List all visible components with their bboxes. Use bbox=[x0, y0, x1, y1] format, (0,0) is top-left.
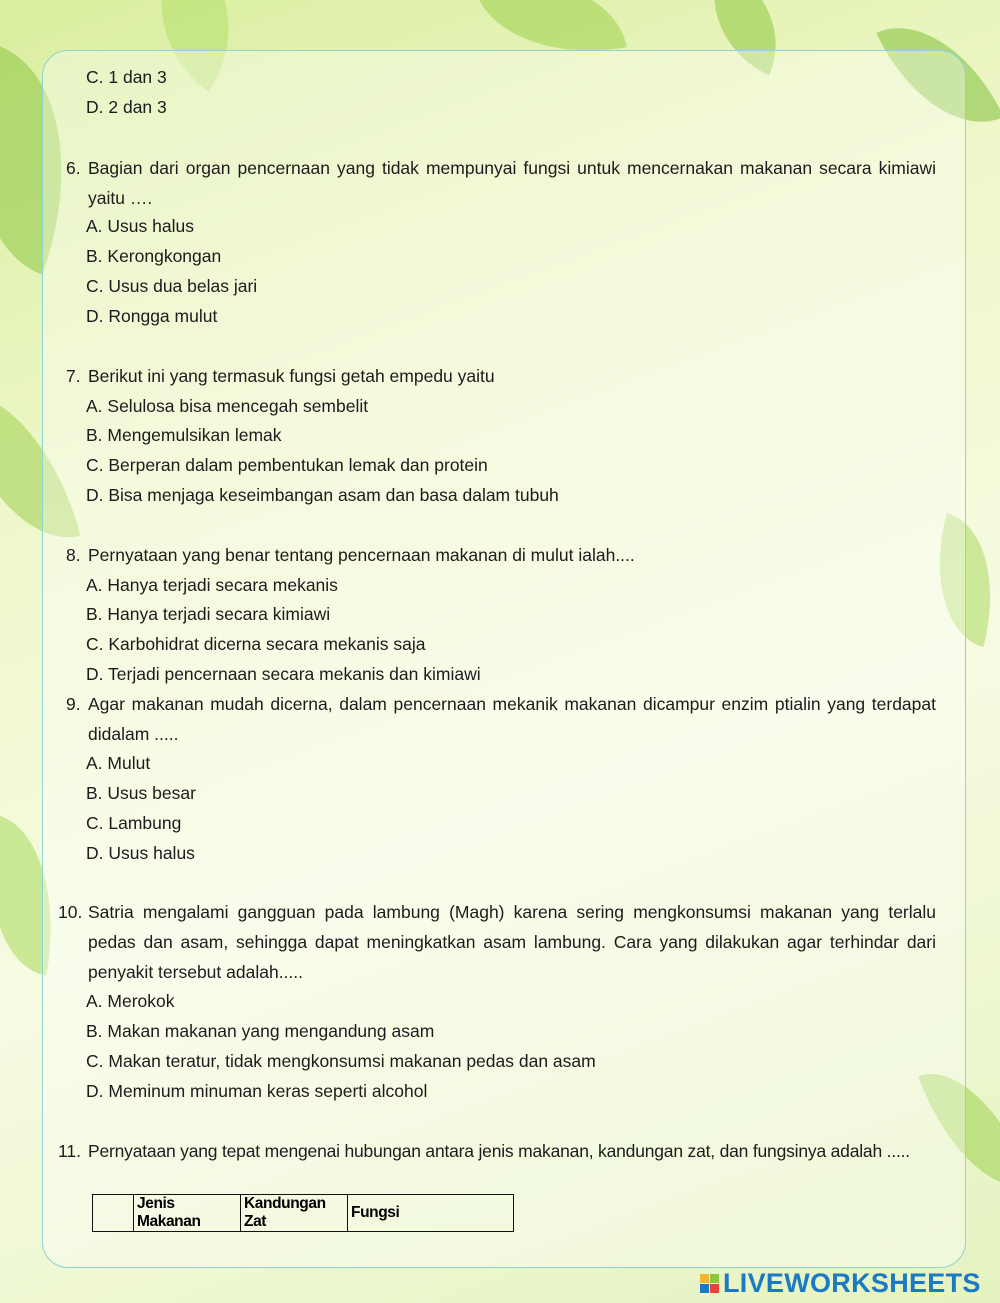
q8-number: 8. bbox=[66, 545, 81, 565]
table-header-row bbox=[93, 1195, 514, 1232]
q8-option-c: C. Karbohidrat dicerna secara mekanis saja bbox=[86, 634, 426, 654]
q6-option-d: D. Rongga mulut bbox=[86, 306, 218, 326]
q7-number: 7. bbox=[66, 366, 81, 386]
q9-option-c: C. Lambung bbox=[86, 813, 182, 833]
q6-option-b: B. Kerongkongan bbox=[86, 246, 222, 266]
q9-number: 9. bbox=[66, 694, 81, 714]
q8-text: Pernyataan yang benar tentang pencernaan makanan di mulut ialah.... bbox=[88, 545, 635, 565]
q8-option-a: A. Hanya terjadi secara mekanis bbox=[86, 575, 338, 595]
q5-option-c: C. 1 dan 3 bbox=[86, 67, 167, 87]
q11-table bbox=[92, 1194, 514, 1232]
q10-text: Satria mengalami gangguan pada lambung (Magh) karena sering mengkonsumsi makanan yang terlalu pedas dan asam, sehingga dapat meningkatkan asam lambung. Cara yang dilakukan agar terhindar dari penyakit tersebut adalah..... bbox=[88, 902, 936, 982]
q8-option-b: B. Hanya terjadi secara kimiawi bbox=[86, 604, 331, 624]
liveworksheets-logo-text: LIVEWORKSHEETS bbox=[723, 1267, 981, 1298]
q6-number: 6. bbox=[66, 158, 81, 178]
table-header-blank bbox=[93, 1195, 134, 1232]
q7-option-d: D. Bisa menjaga keseimbangan asam dan basa dalam tubuh bbox=[86, 485, 559, 505]
q9-text: Agar makanan mudah dicerna, dalam pencernaan mekanik makanan dicampur enzim ptialin yang terdapat didalam ..... bbox=[88, 694, 936, 744]
q10-option-b: B. Makan makanan yang mengandung asam bbox=[86, 1021, 435, 1041]
q9-option-d: D. Usus halus bbox=[86, 843, 195, 863]
q10-number: 10. bbox=[58, 902, 83, 922]
table-header-jenis-makanan: Jenis Makanan bbox=[134, 1195, 241, 1232]
q7-option-c: C. Berperan dalam pembentukan lemak dan protein bbox=[86, 455, 488, 475]
q11-text: Pernyataan yang tepat mengenai hubungan antara jenis makanan, kandungan zat, dan fungsinya adalah ..... bbox=[88, 1141, 910, 1161]
q10-option-d: D. Meminum minuman keras seperti alcohol bbox=[86, 1081, 428, 1101]
q7-text: Berikut ini yang termasuk fungsi getah empedu yaitu bbox=[88, 366, 495, 386]
q10-option-c: C. Makan teratur, tidak mengkonsumsi makanan pedas dan asam bbox=[86, 1051, 596, 1071]
liveworksheets-logo-icon bbox=[700, 1274, 719, 1293]
table-header-kandungan-zat: Kandungan Zat bbox=[241, 1195, 348, 1232]
q6-option-a: A. Usus halus bbox=[86, 216, 194, 236]
q7-option-b: B. Mengemulsikan lemak bbox=[86, 425, 282, 445]
q5-option-d: D. 2 dan 3 bbox=[86, 97, 167, 117]
q10-option-a: A. Merokok bbox=[86, 991, 175, 1011]
q11-number: 11. bbox=[58, 1141, 82, 1161]
table-header-fungsi: Fungsi bbox=[348, 1195, 514, 1232]
q6-text: Bagian dari organ pencernaan yang tidak mempunyai fungsi untuk mencernakan makanan secara kimiawi yaitu …. bbox=[88, 158, 936, 208]
liveworksheets-logo bbox=[700, 1268, 981, 1298]
q9-option-a: A. Mulut bbox=[86, 753, 151, 773]
q6-option-c: C. Usus dua belas jari bbox=[86, 276, 258, 296]
q7-option-a: A. Selulosa bisa mencegah sembelit bbox=[86, 396, 369, 416]
q9-option-b: B. Usus besar bbox=[86, 783, 196, 803]
q8-option-d: D. Terjadi pencernaan secara mekanis dan kimiawi bbox=[86, 664, 481, 684]
